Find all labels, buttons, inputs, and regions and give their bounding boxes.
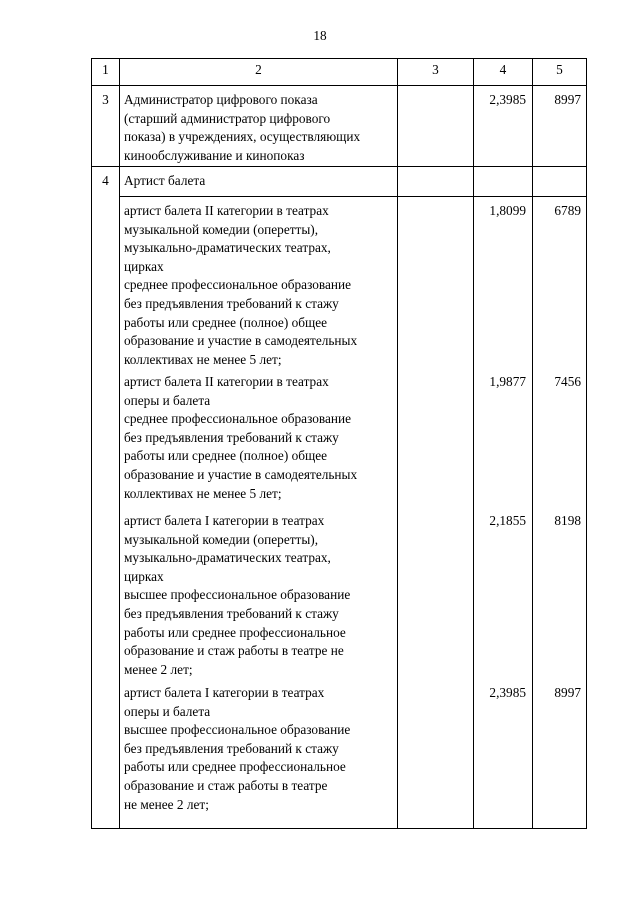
row-divider [91,166,587,167]
page-number: 18 [313,28,327,43]
header-cell: 3 [432,62,439,77]
column-divider-4 [532,58,533,828]
salary-value: 7456 [554,374,581,389]
position-category: артист балета II категории в театрах музыкальной комедии (оперетты), музыкально-драматических театрах, цирках среднее профессиональное образование без предъявления требований к стажу работы или среднее (полное) общее образование и участие в самодеятельных коллективах не менее 5 лет; [124,203,358,367]
table-border-right [586,58,587,828]
column-divider-3 [473,58,474,828]
position-category: артист балета II категории в театрах оперы и балета среднее профессиональное образование без предъявления требований к стажу работы или среднее (полное) общее образование и участие в самодеятельных коллективах не менее 5 лет; [124,374,358,501]
header-cell: 4 [499,62,507,77]
column-divider-1 [119,58,120,828]
header-divider [91,85,587,86]
table-border-bottom [91,828,587,829]
coefficient-value: 2,1855 [489,513,526,528]
salary-value: 6789 [554,203,581,218]
header-cell: 5 [556,62,563,77]
header-cell: 2 [255,62,262,77]
position-name: Артист балета [124,173,206,188]
coefficient-value: 1,8099 [489,203,526,218]
position-name: Администратор цифрового показа (старший администратор цифрового показа) в учреждениях, осуществляющих кинообслуживание и кинопоказ [124,92,361,163]
row-number: 3 [102,92,109,107]
salary-value: 8198 [554,513,581,528]
position-category: артист балета I категории в театрах оперы и балета высшее профессиональное образование без предъявления требований к стажу работы или среднее профессиональное образование и стаж работы в театре не менее 2 лет; [124,685,351,812]
header-cell: 1 [102,62,109,77]
coefficient-value: 2,3985 [489,92,526,107]
position-category: артист балета I категории в театрах музыкальной комедии (оперетты), музыкально-драматических театрах, цирках высшее профессиональное образование без предъявления требований к стажу работы или среднее профессиональное образование и стаж работы в театре не менее 2 лет; [124,513,351,677]
salary-value: 8997 [554,92,581,107]
salary-value: 8997 [554,685,581,700]
table-border-top [91,58,587,59]
column-divider-2 [397,58,398,828]
row-number: 4 [102,173,109,188]
subrow-divider [119,196,587,197]
coefficient-value: 1,9877 [489,374,526,389]
coefficient-value: 2,3985 [489,685,526,700]
